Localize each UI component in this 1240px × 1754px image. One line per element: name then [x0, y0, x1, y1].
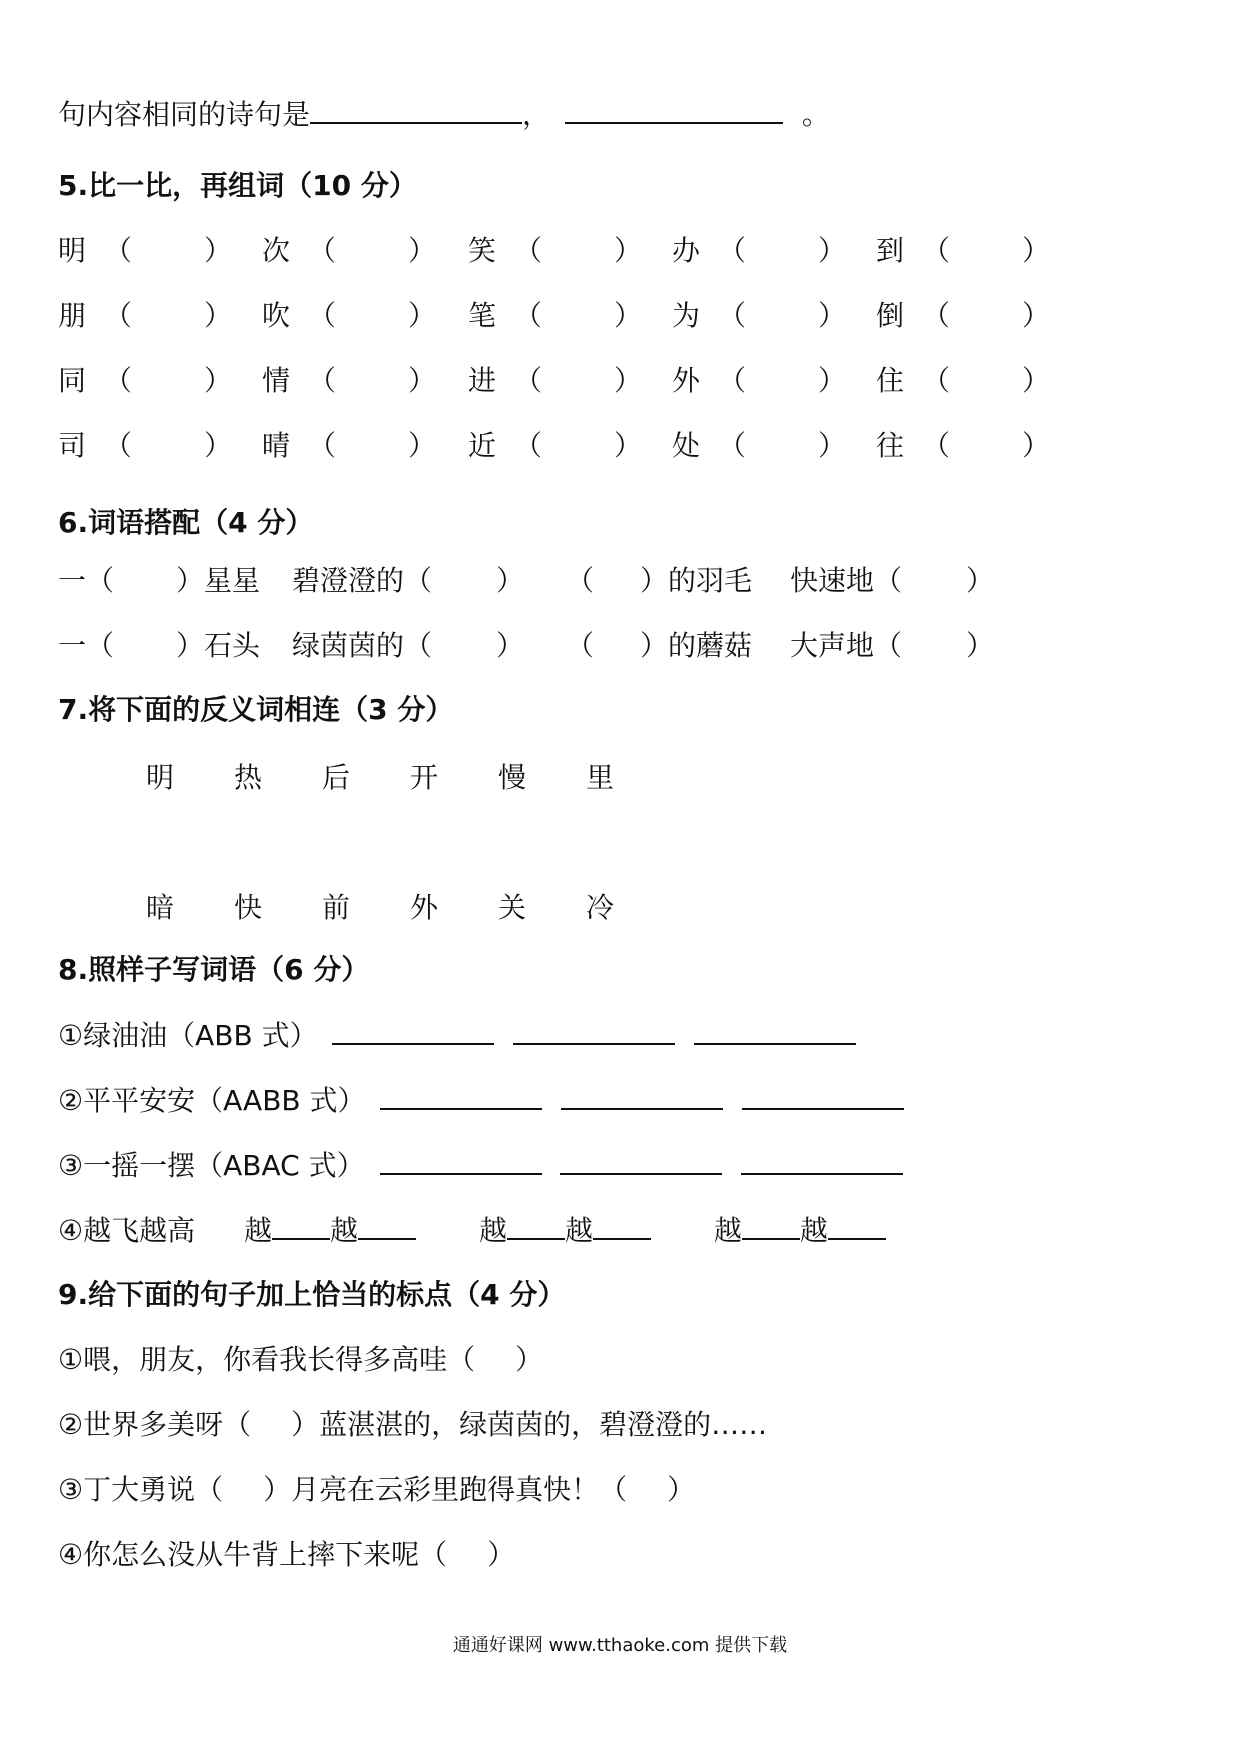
- answer-blank[interactable]: [694, 1015, 856, 1045]
- left-paren: （: [514, 364, 543, 397]
- q7-word-top[interactable]: 后: [322, 761, 351, 794]
- answer-space[interactable]: [342, 361, 412, 401]
- answer-blank[interactable]: [560, 1145, 722, 1175]
- q7-word-top[interactable]: 热: [234, 761, 263, 794]
- right-paren: ）: [1022, 299, 1051, 332]
- answer-blank[interactable]: [513, 1015, 675, 1045]
- sentence-text: ②世界多美呀（: [58, 1408, 252, 1441]
- answer-space[interactable]: [138, 361, 208, 401]
- q5-character: 近: [468, 429, 497, 462]
- q5-character: 朋: [58, 299, 87, 332]
- q6-part: 一（: [58, 629, 115, 662]
- answer-blank[interactable]: [742, 1080, 904, 1110]
- left-paren: （: [514, 234, 543, 267]
- q7-title: 7.将下面的反义词相连（3 分）: [58, 693, 454, 726]
- yue-char: 越: [478, 1214, 507, 1247]
- q7-word-top[interactable]: 明: [146, 761, 175, 794]
- left-paren: （: [718, 234, 747, 267]
- yue-char: 越: [713, 1214, 742, 1247]
- answer-blank[interactable]: [332, 1015, 494, 1045]
- q5-character: 吹: [262, 299, 291, 332]
- q8-title: 8.照样子写词语（6 分）: [58, 953, 370, 986]
- q4-tail-line: [58, 94, 830, 135]
- q6-part: 快速地（: [790, 564, 903, 597]
- q6-part: ）的羽毛: [640, 564, 753, 597]
- left-paren: （: [514, 429, 543, 462]
- sentence-text: ①喂，朋友，你看我长得多高哇（: [58, 1343, 476, 1376]
- sentence-text: ）月亮在云彩里跑得真快！（: [263, 1473, 628, 1506]
- right-paren: ）: [204, 234, 233, 267]
- right-paren: ）: [408, 429, 437, 462]
- sentence-text: ）: [667, 1473, 696, 1506]
- answer-space[interactable]: [752, 361, 822, 401]
- q6-part: 大声地（: [790, 629, 903, 662]
- right-paren: ）: [408, 364, 437, 397]
- q8-example-label: ③一摇一摆（ABAC 式）: [58, 1149, 365, 1182]
- left-paren: （: [718, 429, 747, 462]
- q5-character: 明: [58, 234, 87, 267]
- left-paren: （: [514, 299, 543, 332]
- answer-blank[interactable]: [358, 1210, 416, 1240]
- q5-character: 往: [876, 429, 905, 462]
- answer-blank[interactable]: [828, 1210, 886, 1240]
- q8-example-label: ①绿油油（ABB 式）: [58, 1019, 318, 1052]
- sentence-text: ③丁大勇说（: [58, 1473, 224, 1506]
- q8-item-4: [58, 1210, 886, 1251]
- sentence-text: ④你怎么没从牛背上摔下来呢（: [58, 1538, 448, 1571]
- q5-character: 笔: [468, 299, 497, 332]
- answer-space[interactable]: [956, 296, 1026, 336]
- q8-example-label: ④越飞越高: [58, 1214, 196, 1247]
- answer-blank[interactable]: [272, 1210, 330, 1240]
- left-paren: （: [922, 234, 951, 267]
- q6-part: ）石头: [176, 629, 261, 662]
- answer-space[interactable]: [342, 426, 412, 466]
- q9-sentence-3: [58, 1470, 695, 1510]
- answer-blank[interactable]: [593, 1210, 651, 1240]
- left-paren: （: [922, 364, 951, 397]
- answer-space[interactable]: [138, 231, 208, 271]
- answer-blank[interactable]: [310, 94, 522, 124]
- answer-space[interactable]: [342, 296, 412, 336]
- answer-space[interactable]: [956, 231, 1026, 271]
- left-paren: （: [104, 299, 133, 332]
- left-paren: （: [718, 299, 747, 332]
- yue-char: 越: [244, 1214, 273, 1247]
- answer-space[interactable]: [752, 231, 822, 271]
- answer-space[interactable]: [548, 426, 618, 466]
- q7-word-bottom[interactable]: 前: [322, 891, 351, 924]
- answer-space[interactable]: [138, 296, 208, 336]
- right-paren: ）: [818, 429, 847, 462]
- answer-blank[interactable]: [561, 1080, 723, 1110]
- q7-word-bottom[interactable]: 冷: [586, 891, 615, 924]
- q5-character: 晴: [262, 429, 291, 462]
- yue-char: 越: [564, 1214, 593, 1247]
- left-paren: （: [308, 429, 337, 462]
- q6-part: 绿茵茵的（: [292, 629, 433, 662]
- q7-word-bottom[interactable]: 快: [234, 891, 263, 924]
- answer-space[interactable]: [956, 426, 1026, 466]
- q5-character: 司: [58, 429, 87, 462]
- left-paren: （: [308, 299, 337, 332]
- comma: ，: [522, 98, 551, 131]
- q7-word-top[interactable]: 里: [586, 761, 615, 794]
- q7-word-bottom[interactable]: 外: [410, 891, 439, 924]
- q6-part: ）的蘑菇: [640, 629, 753, 662]
- q9-title: 9.给下面的句子加上恰当的标点（4 分）: [58, 1278, 566, 1311]
- answer-space[interactable]: [548, 231, 618, 271]
- right-paren: ）: [408, 234, 437, 267]
- right-paren: ）: [614, 429, 643, 462]
- left-paren: （: [922, 429, 951, 462]
- answer-blank[interactable]: [380, 1145, 542, 1175]
- q5-character: 为: [672, 299, 701, 332]
- q9-sentence-4: [58, 1535, 515, 1575]
- right-paren: ）: [408, 299, 437, 332]
- left-paren: （: [308, 234, 337, 267]
- right-paren: ）: [204, 364, 233, 397]
- answer-space[interactable]: [548, 296, 618, 336]
- q7-word-top[interactable]: 开: [410, 761, 439, 794]
- left-paren: （: [922, 299, 951, 332]
- right-paren: ）: [818, 234, 847, 267]
- answer-space[interactable]: [956, 361, 1026, 401]
- q6-part: ）: [496, 629, 525, 662]
- q5-character: 笑: [468, 234, 497, 267]
- answer-space[interactable]: [548, 361, 618, 401]
- q6-part: ）: [966, 564, 995, 597]
- right-paren: ）: [204, 429, 233, 462]
- q5-character: 次: [262, 234, 291, 267]
- q8-item-2: [58, 1080, 904, 1121]
- answer-space[interactable]: [752, 426, 822, 466]
- q5-character: 住: [876, 364, 905, 397]
- right-paren: ）: [614, 299, 643, 332]
- q6-part: （: [566, 564, 595, 597]
- q6-part: ）: [966, 629, 995, 662]
- footer-download-note: 通通好课网 www.tthaoke.com 提供下载: [452, 1635, 788, 1656]
- left-paren: （: [104, 429, 133, 462]
- q5-character: 办: [672, 234, 701, 267]
- q8-example-label: ②平平安安（AABB 式）: [58, 1084, 366, 1117]
- q4-tail-text: 句内容相同的诗句是: [58, 98, 311, 131]
- answer-space[interactable]: [342, 231, 412, 271]
- q5-character: 到: [876, 234, 905, 267]
- q6-part: （: [566, 629, 595, 662]
- q7-word-top[interactable]: 慢: [498, 761, 527, 794]
- q5-character: 同: [58, 364, 87, 397]
- right-paren: ）: [1022, 234, 1051, 267]
- q6-part: 一（: [58, 564, 115, 597]
- q7-word-bottom[interactable]: 关: [498, 891, 527, 924]
- q5-character: 进: [468, 364, 497, 397]
- q9-sentence-1: [58, 1340, 543, 1380]
- q9-sentence-2: [58, 1405, 767, 1445]
- q8-item-1: [58, 1015, 856, 1056]
- q5-character: 情: [262, 364, 291, 397]
- left-paren: （: [308, 364, 337, 397]
- right-paren: ）: [204, 299, 233, 332]
- right-paren: ）: [614, 364, 643, 397]
- q5-character: 处: [672, 429, 701, 462]
- q5-character: 外: [672, 364, 701, 397]
- yue-char: 越: [330, 1214, 359, 1247]
- sentence-text: ）蓝湛湛的，绿茵茵的，碧澄澄的……: [291, 1408, 768, 1441]
- right-paren: ）: [1022, 429, 1051, 462]
- q6-part: 碧澄澄的（: [292, 564, 433, 597]
- q8-item-3: [58, 1145, 903, 1186]
- answer-blank[interactable]: [741, 1145, 903, 1175]
- q5-character: 倒: [876, 299, 905, 332]
- sentence-text: ）: [487, 1538, 516, 1571]
- right-paren: ）: [818, 364, 847, 397]
- answer-blank[interactable]: [742, 1210, 800, 1240]
- q6-part: ）星星: [176, 564, 261, 597]
- q5-title: 5.比一比，再组词（10 分）: [58, 169, 417, 202]
- right-paren: ）: [818, 299, 847, 332]
- answer-blank[interactable]: [507, 1210, 565, 1240]
- left-paren: （: [104, 364, 133, 397]
- q6-part: ）: [496, 564, 525, 597]
- sentence-text: ）: [515, 1343, 544, 1376]
- answer-blank[interactable]: [565, 94, 783, 124]
- q7-word-bottom[interactable]: 暗: [146, 891, 175, 924]
- answer-space[interactable]: [752, 296, 822, 336]
- yue-char: 越: [799, 1214, 828, 1247]
- q6-title: 6.词语搭配（4 分）: [58, 506, 314, 539]
- left-paren: （: [718, 364, 747, 397]
- right-paren: ）: [1022, 364, 1051, 397]
- right-paren: ）: [614, 234, 643, 267]
- answer-space[interactable]: [138, 426, 208, 466]
- period: 。: [801, 98, 830, 131]
- answer-blank[interactable]: [380, 1080, 542, 1110]
- left-paren: （: [104, 234, 133, 267]
